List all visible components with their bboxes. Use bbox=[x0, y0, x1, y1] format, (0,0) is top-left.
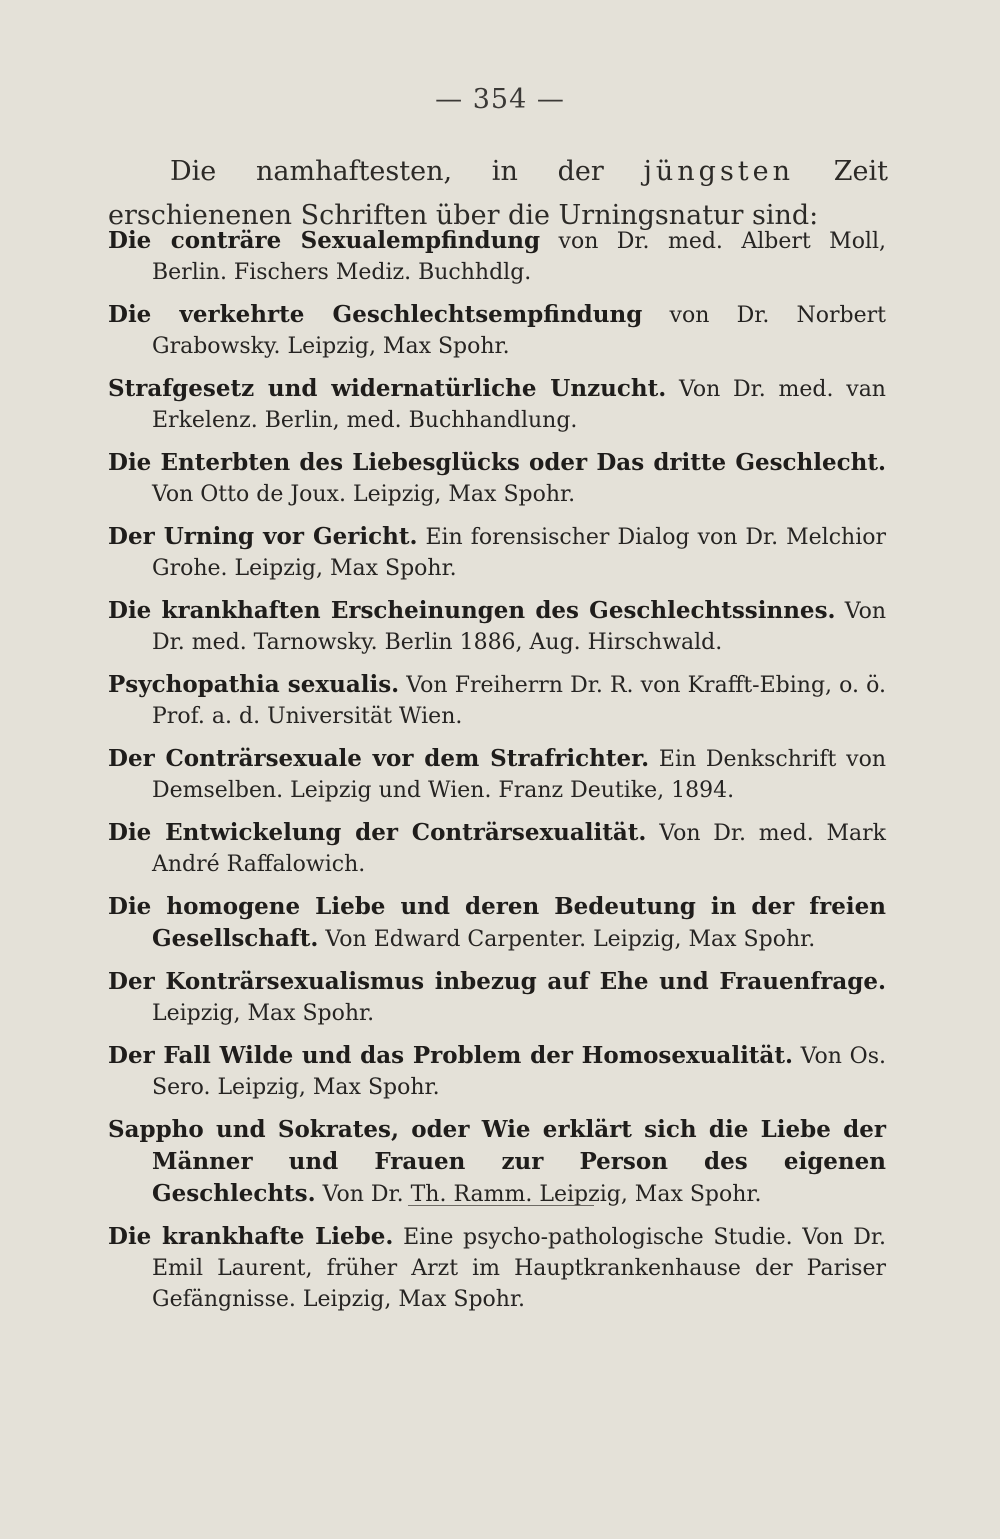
entry-title: Psychopathia sexualis. bbox=[108, 671, 400, 698]
entry-details: Von Os. Sero. Leipzig, Max Spohr. bbox=[152, 1044, 886, 1100]
section-divider bbox=[408, 1205, 594, 1206]
entry-title: Sappho und Sokrates, oder Wie erklärt sich die Liebe der Männer und Frauen zur Person des eigenen Geschlechts. bbox=[108, 1116, 886, 1207]
bibliography-entry bbox=[108, 373, 886, 436]
entry-title: Die krankhafte Liebe. bbox=[108, 1223, 394, 1250]
entry-title: Die Entwickelung der Conträrsexualität. bbox=[108, 819, 647, 846]
entry-details: Leipzig, Max Spohr. bbox=[152, 1001, 375, 1026]
bibliography-entry bbox=[108, 521, 886, 584]
entry-details: Von Freiherrn Dr. R. von Krafft-Ebing, o. ö. Prof. a. d. Universität Wien. bbox=[152, 673, 886, 729]
entry-title: Die conträre Sexualempfindung bbox=[108, 227, 541, 254]
entry-details: Von Dr. med. van Erkelenz. Berlin, med. Buchhandlung. bbox=[152, 377, 886, 433]
entry-title: Strafgesetz und widernatürliche Unzucht. bbox=[108, 375, 667, 402]
bibliography-entry bbox=[108, 595, 886, 658]
intro-emphasis: jüngsten bbox=[643, 156, 795, 187]
entry-title: Die verkehrte Geschlechtsempfindung bbox=[108, 301, 643, 328]
entry-title: Die krankhaften Erscheinungen des Geschlechtssinnes. bbox=[108, 597, 836, 624]
entry-title: Die Enterbten des Liebesglücks oder Das dritte Geschlecht. bbox=[108, 449, 886, 476]
bibliography-entry bbox=[108, 447, 886, 510]
bibliography-entry bbox=[108, 299, 886, 362]
bibliography-entry bbox=[108, 1221, 886, 1315]
entry-title: Die homogene Liebe und deren Bedeutung in der freien Gesellschaft. bbox=[108, 893, 886, 952]
entry-title: Der Conträrsexuale vor dem Strafrichter. bbox=[108, 745, 650, 772]
entry-title: Der Fall Wilde und das Problem der Homosexualität. bbox=[108, 1042, 793, 1069]
intro-text-end: Zeit erschienenen Schriften über die Urningsnatur sind: bbox=[108, 156, 889, 231]
entry-title: Der Urning vor Gericht. bbox=[108, 523, 418, 550]
bibliography-entry bbox=[108, 1114, 886, 1210]
entry-details: Von Dr. med. Tarnowsky. Berlin 1886, Aug. Hirschwald. bbox=[152, 599, 886, 655]
bibliography-entry bbox=[108, 743, 886, 806]
entry-details: Von Edward Carpenter. Leipzig, Max Spohr. bbox=[318, 927, 816, 952]
entry-details: Von Dr. med. Mark André Raffalowich. bbox=[152, 821, 887, 877]
bibliography-entry bbox=[108, 669, 886, 732]
bibliography-entry bbox=[108, 225, 886, 288]
entry-details: Von Dr. Th. Ramm. Leipzig, Max Spohr. bbox=[315, 1182, 762, 1207]
entry-details: Ein Denkschrift von Demselben. Leipzig und Wien. Franz Deutike, 1894. bbox=[152, 747, 887, 803]
bibliography-entry bbox=[108, 1040, 886, 1103]
entry-details: von Dr. Norbert Grabowsky. Leipzig, Max Spohr. bbox=[152, 303, 886, 359]
bibliography-list bbox=[108, 225, 886, 1326]
entry-details: Von Otto de Joux. Leipzig, Max Spohr. bbox=[152, 482, 576, 507]
page-number: — 354 — bbox=[435, 84, 565, 115]
entry-details: Ein forensischer Dialog von Dr. Melchior Grohe. Leipzig, Max Spohr. bbox=[152, 525, 887, 581]
bibliography-entry bbox=[108, 817, 886, 880]
entry-details: von Dr. med. Albert Moll, Berlin. Fischers Mediz. Buchhdlg. bbox=[152, 229, 886, 285]
intro-text-start: Die namhaftesten, in der bbox=[170, 156, 644, 187]
bibliography-entry bbox=[108, 966, 886, 1029]
entry-details: Eine psycho-pathologische Studie. Von Dr. Emil Laurent, früher Arzt im Hauptkrankenhause der Pariser Gefängnisse. Leipzig, Max Spohr. bbox=[152, 1225, 886, 1312]
bibliography-entry bbox=[108, 891, 886, 955]
entry-title: Der Konträrsexualismus inbezug auf Ehe und Frauenfrage. bbox=[108, 968, 886, 995]
